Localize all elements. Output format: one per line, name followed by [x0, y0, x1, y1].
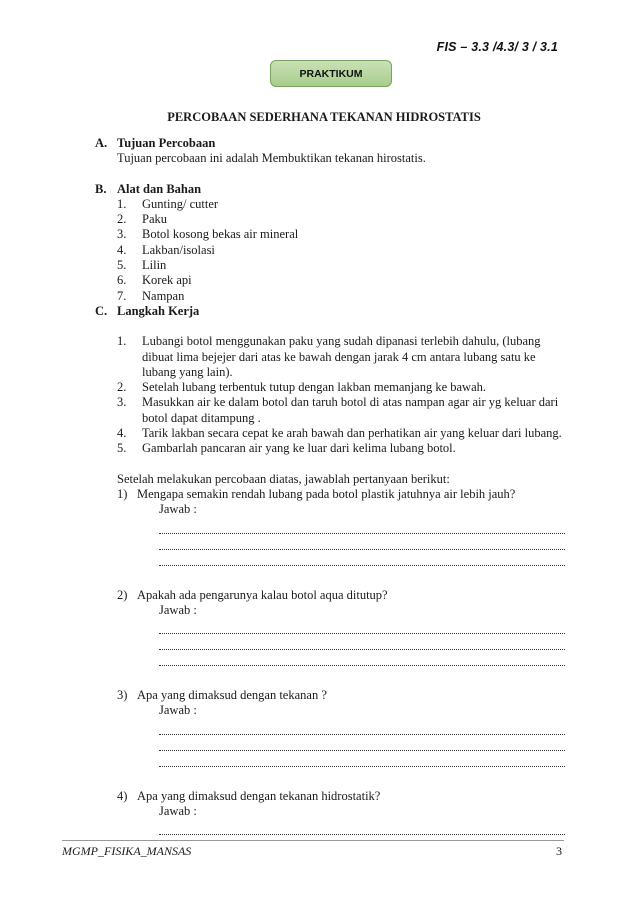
document-code: FIS – 3.3 /4.3/ 3 / 3.1 — [436, 40, 558, 54]
footer-divider — [62, 840, 564, 841]
answer-line[interactable] — [159, 534, 565, 550]
list-item: 5. Gambarlah pancaran air yang ke luar dari kelima lubang botol. — [117, 441, 456, 456]
page-title: PERCOBAAN SEDERHANA TEKANAN HIDROSTATIS — [167, 110, 481, 124]
answer-line[interactable] — [159, 518, 565, 534]
answer-line[interactable] — [159, 719, 565, 735]
worksheet-content — [95, 136, 565, 835]
list-item: 2. Setelah lubang terbentuk tutup dengan lakban memanjang ke bawah. — [117, 380, 486, 395]
section-b-heading: B. Alat dan Bahan — [95, 181, 202, 196]
question-2: 2) Apakah ada pengarunya kalau botol aqua ditutup? Jawab : — [95, 588, 565, 667]
list-item: 6. Korek api — [117, 273, 192, 288]
footer-label: MGMP_FISIKA_MANSAS — [62, 844, 192, 858]
question-4: 4) Apa yang dimaksud dengan tekanan hidrostatik? Jawab : — [95, 789, 565, 836]
section-c-heading: C. Langkah Kerja — [95, 303, 200, 318]
praktikum-badge: PRAKTIKUM — [270, 60, 392, 87]
list-item: 1. Lubangi botol menggunakan paku yang sudah dipanasi terlebih dahulu, (lubang dibuat lima bejejer dari atas ke bawah dengan jarak 4 cm antara lubang satu ke lubang yang lain). — [117, 334, 541, 379]
list-item: 1. Gunting/ cutter — [117, 196, 219, 211]
list-item: 5. Lilin — [117, 258, 167, 273]
answer-line[interactable] — [159, 751, 565, 767]
question-1: 1) Mengapa semakin rendah lubang pada botol plastik jatuhnya air lebih jauh? Jawab : — [95, 487, 565, 566]
answer-label: Jawab : — [159, 502, 197, 517]
question-3: 3) Apa yang dimaksud dengan tekanan ? Jawab : — [95, 688, 565, 767]
list-item: 4. Tarik lakban secara cepat ke arah bawah dan perhatikan air yang keluar dari lubang. — [117, 426, 562, 441]
answer-line[interactable] — [159, 634, 565, 650]
list-item: 3. Botol kosong bekas air mineral — [117, 227, 299, 242]
list-item: 4. Lakban/isolasi — [117, 242, 215, 257]
page-number: 3 — [556, 844, 562, 858]
list-item: 3. Masukkan air ke dalam botol dan taruh botol di atas nampan agar air yg keluar dari botol dapat ditampung . — [117, 395, 559, 425]
answer-label: Jawab : — [159, 602, 197, 617]
answer-line[interactable] — [159, 618, 565, 634]
questions-intro: Setelah melakukan percobaan diatas, jawablah pertanyaan berikut: — [117, 471, 450, 486]
section-a-heading: A. Tujuan Percobaan — [95, 136, 216, 150]
answer-line[interactable] — [159, 650, 565, 666]
section-a-text: Tujuan percobaan ini adalah Membuktikan tekanan hirostatis. — [117, 151, 426, 166]
answer-line[interactable] — [159, 735, 565, 751]
materials-list — [95, 197, 565, 304]
answer-line[interactable] — [159, 550, 565, 566]
answer-label: Jawab : — [159, 804, 197, 819]
list-item: 2. Paku — [117, 212, 167, 227]
answer-line[interactable] — [159, 819, 565, 835]
steps-list — [95, 334, 565, 456]
list-item: 7. Nampan — [117, 288, 185, 303]
answer-label: Jawab : — [159, 703, 197, 718]
